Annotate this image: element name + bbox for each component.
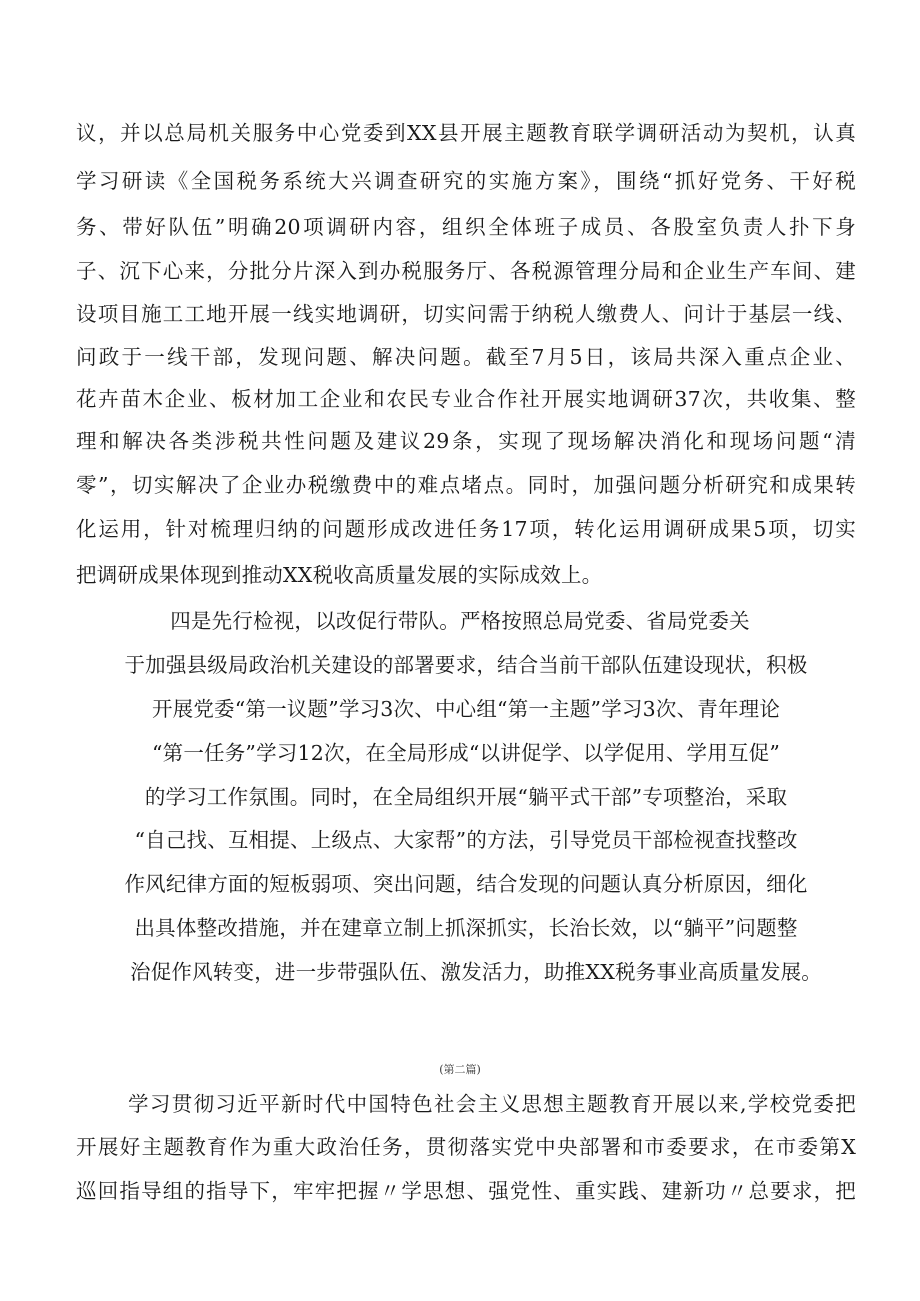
paragraph-3-line: 学习贯彻习近平新时代中国特色社会主义思想主题教育开展以来,学校党委把	[128, 1092, 856, 1116]
section-heading: (第二篇)	[439, 1063, 481, 1076]
paragraph-1-line: 理和解决各类涉税共性问题及建议29条，实现了现场解决消化和现场问题“清	[76, 429, 856, 453]
paragraph-2-line: 作风纪律方面的短板弱项、突出问题，结合发现的问题认真分析原因，细化	[124, 872, 808, 896]
paragraph-2-line: “自己找、互相提、上级点、大家帮”的方法，引导党员干部检视查找整改	[134, 828, 798, 852]
paragraph-1-line: 设项目施工工地开展一线实地调研，切实问需于纳税人缴费人、问计于基层一线、	[76, 302, 856, 326]
paragraph-3-line: 巡回指导组的指导下，牢牢把握〃学思想、强党性、重实践、建新功〃总要求，把	[76, 1179, 856, 1203]
paragraph-1-line: 学习研读《全国税务系统大兴调查研究的实施方案》，围绕“抓好党务、干好税	[76, 169, 856, 193]
paragraph-2-line: 的学习工作氛围。同时，在全局组织开展“躺平式干部”专项整治，采取	[144, 785, 788, 809]
paragraph-2-line: 治促作风转变，进一步带强队伍、激发活力，助推XX税务事业高质量发展。	[130, 960, 822, 984]
paragraph-2-line: “第一任务”学习12次，在全局形成“以讲促学、以学促用、学用互促”	[151, 741, 781, 765]
paragraph-1-line: 化运用，针对梳理归纳的问题形成改进任务17项，转化运用调研成果5项，切实	[76, 517, 856, 541]
paragraph-1-line: 把调研成果体现到推动XX税收高质量发展的实际成效上。	[76, 563, 603, 587]
paragraph-1-line: 零”，切实解决了企业办税缴费中的难点堵点。同时，加强问题分析研究和成果转	[76, 473, 856, 497]
paragraph-2-line: 四是先行检视，以改促行带队。严格按照总局党委、省局党委关	[170, 609, 750, 633]
paragraph-2-line: 于加强县级局政治机关建设的部署要求，结合当前干部队伍建设现状，积极	[124, 653, 808, 677]
paragraph-1-line: 务、带好队伍”明确20项调研内容，组织全体班子成员、各股室负责人扑下身	[76, 215, 856, 239]
paragraph-1-line: 花卉苗木企业、板材加工企业和农民专业合作社开展实地调研37次，共收集、整	[76, 387, 856, 411]
paragraph-1-line: 议，并以总局机关服务中心党委到XX县开展主题教育联学调研活动为契机，认真	[76, 121, 856, 145]
paragraph-1-line: 子、沉下心来，分批分片深入到办税服务厅、各税源管理分局和企业生产车间、建	[76, 259, 856, 283]
paragraph-3-line: 开展好主题教育作为重大政治任务，贯彻落实党中央部署和市委要求，在市委第X	[76, 1135, 856, 1159]
paragraph-2-line: 开展党委“第一议题”学习3次、中心组“第一主题”学习3次、青年理论	[151, 697, 781, 721]
paragraph-2-line: 出具体整改措施，并在建章立制上抓深抓实，长治长效，以“躺平”问题整	[134, 916, 798, 940]
paragraph-1-line: 问政于一线干部，发现问题、解决问题。截至7月5日，该局共深入重点企业、	[76, 345, 856, 369]
